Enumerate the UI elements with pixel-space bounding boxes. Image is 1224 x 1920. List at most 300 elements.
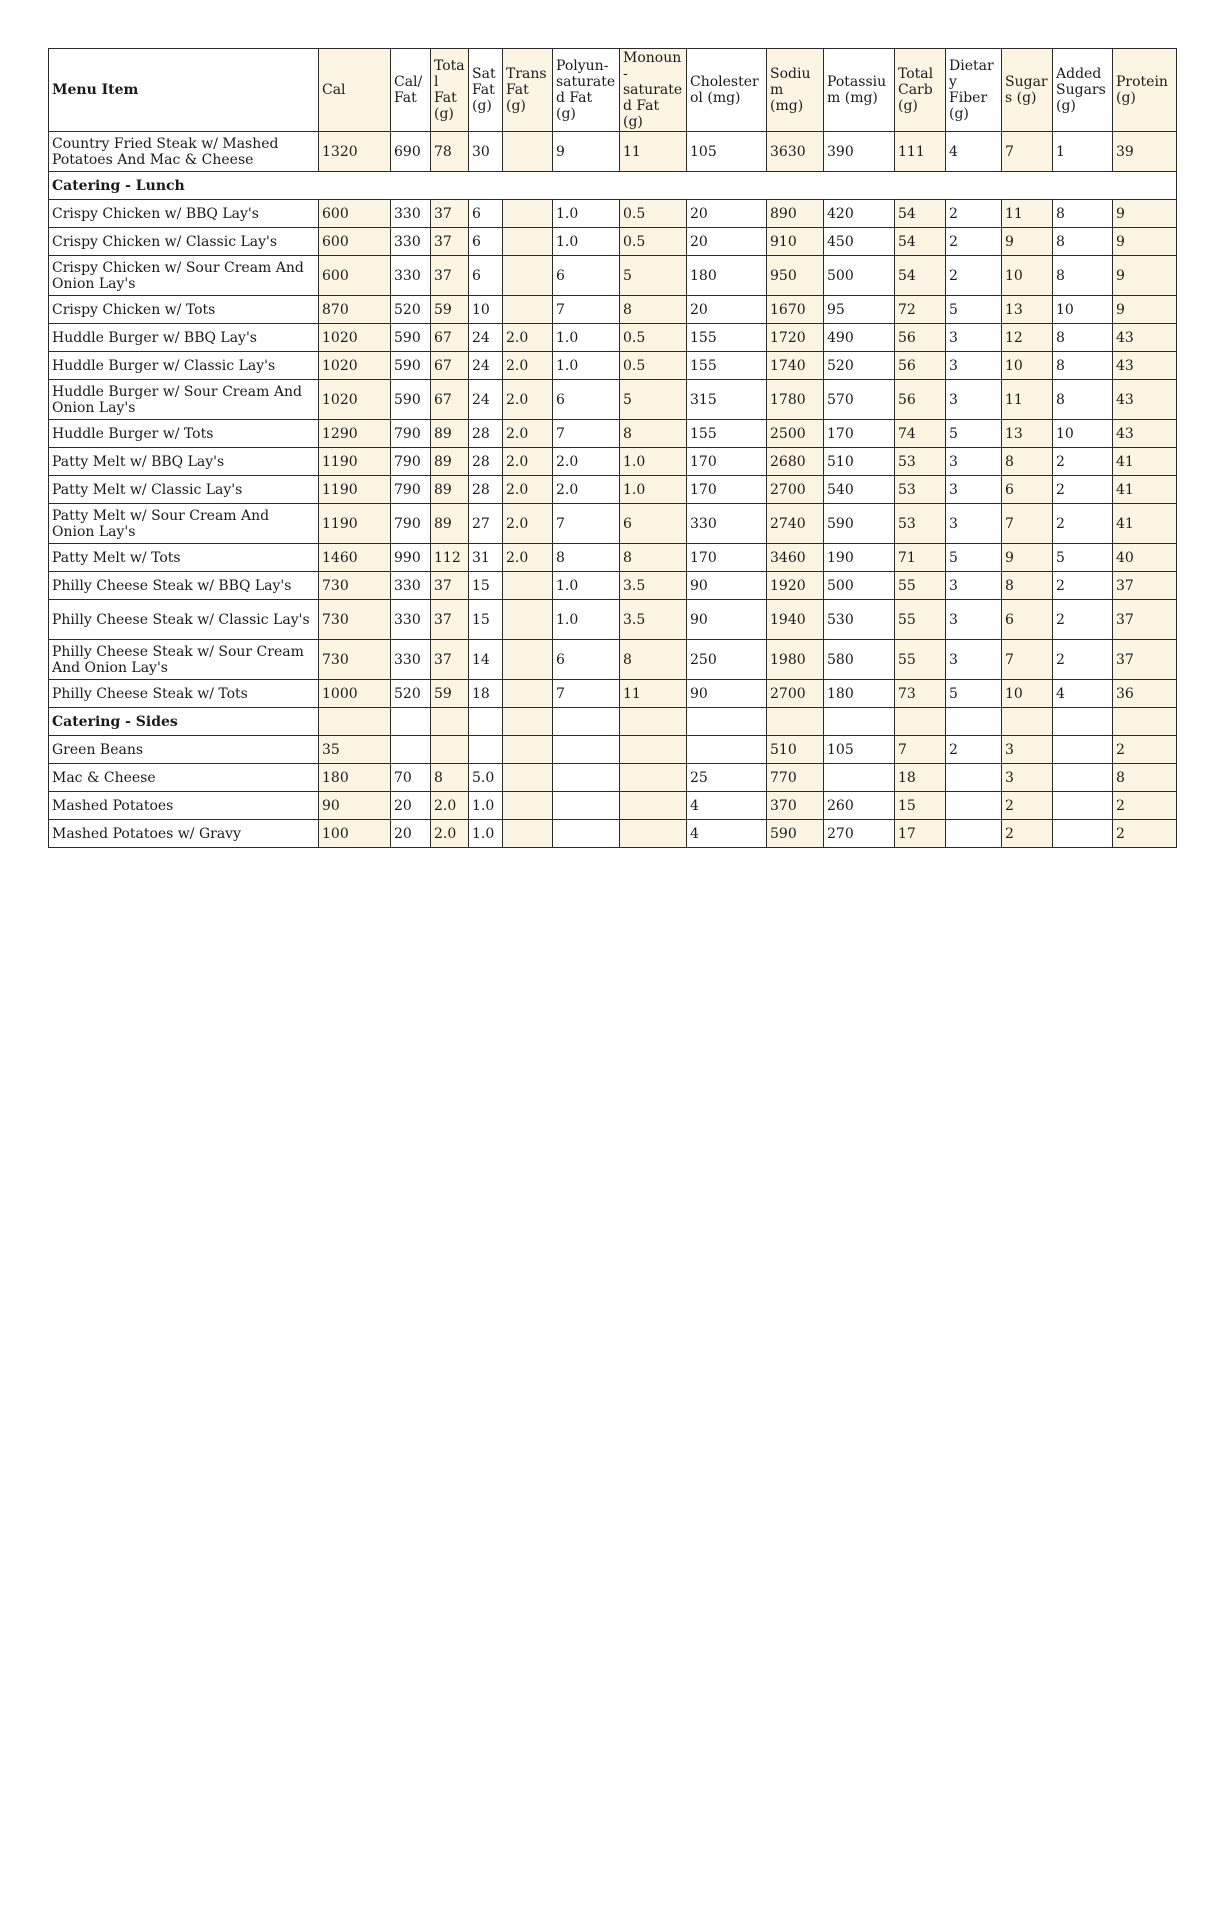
cell-cholesterol: 25 [687,764,767,792]
cell-protein: 37 [1113,572,1177,600]
cell-potassium: 530 [824,600,895,640]
cell-potassium: 590 [824,504,895,544]
cell-sodium: 950 [767,256,824,296]
cell-sugars: 10 [1002,680,1053,708]
section-cell [469,708,503,736]
section-cell [1053,708,1113,736]
cell-cholesterol: 20 [687,228,767,256]
cell-trans-fat [503,200,553,228]
cell-trans-fat [503,820,553,848]
cell-trans-fat [503,680,553,708]
cell-sodium: 2680 [767,448,824,476]
cell-sat-fat: 14 [469,640,503,680]
cell-trans-fat [503,296,553,324]
cell-dietary-fiber: 2 [946,256,1002,296]
cell-cholesterol: 4 [687,792,767,820]
section-cell [503,708,553,736]
cell-sugars: 7 [1002,640,1053,680]
cell-sodium: 1980 [767,640,824,680]
cell-protein: 9 [1113,256,1177,296]
menu-item-name: Country Fried Steak w/ Mashed Potatoes And Mac & Cheese [49,132,319,172]
cell-sat-fat: 24 [469,380,503,420]
cell-polyunsaturated-fat: 6 [553,256,620,296]
cell-cal: 600 [319,256,391,296]
table-row [49,476,1177,504]
cell-trans-fat [503,228,553,256]
table-row [49,380,1177,420]
cell-total-carb: 53 [895,504,946,544]
cell-added-sugars [1053,736,1113,764]
cell-dietary-fiber: 5 [946,420,1002,448]
cell-sat-fat: 6 [469,256,503,296]
cell-total-carb: 54 [895,228,946,256]
table-row [49,680,1177,708]
cell-sat-fat: 30 [469,132,503,172]
menu-item-name: Patty Melt w/ Tots [49,544,319,572]
cell-dietary-fiber: 5 [946,544,1002,572]
cell-cal-fat [391,736,431,764]
cell-total-fat: 67 [431,352,469,380]
cell-potassium: 540 [824,476,895,504]
cell-dietary-fiber: 5 [946,296,1002,324]
cell-cal: 730 [319,600,391,640]
cell-dietary-fiber: 4 [946,132,1002,172]
cell-sodium: 2740 [767,504,824,544]
cell-dietary-fiber [946,792,1002,820]
cell-added-sugars: 2 [1053,600,1113,640]
cell-cal: 870 [319,296,391,324]
cell-potassium: 390 [824,132,895,172]
cell-polyunsaturated-fat: 1.0 [553,228,620,256]
cell-polyunsaturated-fat: 1.0 [553,572,620,600]
cell-trans-fat [503,764,553,792]
table-row [49,600,1177,640]
cell-total-fat [431,736,469,764]
menu-item-name: Huddle Burger w/ Tots [49,420,319,448]
cell-potassium: 580 [824,640,895,680]
cell-cal: 1020 [319,380,391,420]
cell-cal-fat: 790 [391,420,431,448]
cell-protein: 2 [1113,820,1177,848]
cell-dietary-fiber [946,764,1002,792]
cell-dietary-fiber: 3 [946,380,1002,420]
cell-added-sugars [1053,792,1113,820]
table-row [49,640,1177,680]
cell-polyunsaturated-fat: 1.0 [553,352,620,380]
cell-protein: 41 [1113,504,1177,544]
cell-monounsaturated-fat: 0.5 [620,352,687,380]
cell-cal-fat: 520 [391,680,431,708]
cell-potassium: 500 [824,572,895,600]
cell-potassium: 270 [824,820,895,848]
cell-polyunsaturated-fat: 1.0 [553,600,620,640]
table-row [49,448,1177,476]
cell-dietary-fiber [946,820,1002,848]
cell-cal-fat: 20 [391,820,431,848]
cell-total-fat: 89 [431,476,469,504]
cell-total-fat: 37 [431,640,469,680]
cell-cholesterol: 170 [687,448,767,476]
cell-polyunsaturated-fat: 1.0 [553,200,620,228]
cell-trans-fat [503,736,553,764]
cell-sugars: 13 [1002,420,1053,448]
cell-sat-fat: 31 [469,544,503,572]
cell-cal-fat: 590 [391,324,431,352]
cell-sat-fat: 24 [469,352,503,380]
cell-added-sugars: 8 [1053,352,1113,380]
cell-sodium: 2500 [767,420,824,448]
cell-sat-fat: 18 [469,680,503,708]
cell-monounsaturated-fat: 5 [620,380,687,420]
cell-potassium [824,764,895,792]
cell-cal-fat: 790 [391,448,431,476]
menu-item-name: Huddle Burger w/ BBQ Lay's [49,324,319,352]
cell-sugars: 10 [1002,256,1053,296]
cell-potassium: 500 [824,256,895,296]
cell-monounsaturated-fat: 5 [620,256,687,296]
cell-added-sugars: 10 [1053,420,1113,448]
cell-cal-fat: 520 [391,296,431,324]
cell-total-fat: 2.0 [431,792,469,820]
cell-trans-fat [503,572,553,600]
section-cell [431,708,469,736]
cell-total-fat: 112 [431,544,469,572]
table-row [49,200,1177,228]
cell-added-sugars: 8 [1053,200,1113,228]
cell-sat-fat: 28 [469,420,503,448]
menu-item-name: Crispy Chicken w/ Classic Lay's [49,228,319,256]
table-row [49,820,1177,848]
cell-protein: 41 [1113,448,1177,476]
menu-item-name: Mashed Potatoes w/ Gravy [49,820,319,848]
menu-item-name: Crispy Chicken w/ BBQ Lay's [49,200,319,228]
cell-cholesterol: 90 [687,600,767,640]
cell-dietary-fiber: 3 [946,640,1002,680]
cell-sodium: 890 [767,200,824,228]
cell-sat-fat: 15 [469,572,503,600]
cell-total-carb: 55 [895,600,946,640]
cell-monounsaturated-fat: 11 [620,132,687,172]
cell-dietary-fiber: 3 [946,476,1002,504]
cell-monounsaturated-fat: 1.0 [620,448,687,476]
cell-potassium: 490 [824,324,895,352]
cell-sugars: 9 [1002,228,1053,256]
cell-added-sugars: 1 [1053,132,1113,172]
cell-cal: 1290 [319,420,391,448]
menu-item-name: Crispy Chicken w/ Sour Cream And Onion Lay's [49,256,319,296]
menu-item-name: Patty Melt w/ Classic Lay's [49,476,319,504]
section-cell [319,708,391,736]
cell-protein: 43 [1113,352,1177,380]
cell-total-carb: 54 [895,256,946,296]
section-cell [687,708,767,736]
cell-protein: 9 [1113,296,1177,324]
cell-potassium: 170 [824,420,895,448]
cell-cholesterol [687,736,767,764]
cell-total-carb: 111 [895,132,946,172]
cell-sodium: 770 [767,764,824,792]
column-header-cholesterol: Cholesterol (mg) [687,49,767,132]
cell-protein: 40 [1113,544,1177,572]
cell-cal: 35 [319,736,391,764]
cell-cholesterol: 20 [687,200,767,228]
nutrition-table [48,48,1177,848]
cell-total-fat: 67 [431,380,469,420]
section-cell [895,708,946,736]
cell-sat-fat: 27 [469,504,503,544]
cell-total-carb: 73 [895,680,946,708]
column-header-sugars: Sugars (g) [1002,49,1053,132]
cell-dietary-fiber: 3 [946,324,1002,352]
cell-cal: 730 [319,640,391,680]
cell-dietary-fiber: 3 [946,504,1002,544]
cell-sugars: 6 [1002,600,1053,640]
cell-cholesterol: 155 [687,420,767,448]
cell-trans-fat: 2.0 [503,324,553,352]
table-header [49,49,1177,132]
column-header-trans-fat: Trans Fat (g) [503,49,553,132]
cell-cal: 600 [319,200,391,228]
column-header-menu-item: Menu Item [49,49,319,132]
cell-monounsaturated-fat: 6 [620,504,687,544]
cell-sodium: 2700 [767,476,824,504]
section-cell [767,708,824,736]
cell-total-fat: 37 [431,200,469,228]
cell-added-sugars: 2 [1053,504,1113,544]
cell-trans-fat [503,600,553,640]
cell-sodium: 1740 [767,352,824,380]
menu-item-name: Huddle Burger w/ Classic Lay's [49,352,319,380]
cell-polyunsaturated-fat: 7 [553,296,620,324]
cell-monounsaturated-fat: 0.5 [620,200,687,228]
cell-total-carb: 53 [895,448,946,476]
cell-monounsaturated-fat: 8 [620,640,687,680]
menu-item-name: Philly Cheese Steak w/ Sour Cream And Onion Lay's [49,640,319,680]
cell-cholesterol: 4 [687,820,767,848]
cell-total-carb: 74 [895,420,946,448]
cell-total-carb: 54 [895,200,946,228]
table-body [49,132,1177,848]
cell-protein: 36 [1113,680,1177,708]
section-cell [946,708,1002,736]
cell-cholesterol: 250 [687,640,767,680]
cell-cholesterol: 20 [687,296,767,324]
table-row [49,544,1177,572]
column-header-total-carb: Total Carb (g) [895,49,946,132]
cell-total-fat: 89 [431,504,469,544]
table-row [49,792,1177,820]
cell-total-carb: 55 [895,572,946,600]
table-row [49,764,1177,792]
cell-sugars: 12 [1002,324,1053,352]
header-row [49,49,1177,132]
cell-added-sugars: 2 [1053,640,1113,680]
cell-polyunsaturated-fat: 6 [553,640,620,680]
cell-cal-fat: 590 [391,352,431,380]
cell-monounsaturated-fat: 0.5 [620,324,687,352]
cell-sat-fat: 15 [469,600,503,640]
cell-trans-fat [503,640,553,680]
cell-protein: 43 [1113,380,1177,420]
column-header-potassium: Potassium (mg) [824,49,895,132]
section-cell [1002,708,1053,736]
cell-total-fat: 89 [431,420,469,448]
cell-cal: 1460 [319,544,391,572]
cell-added-sugars: 2 [1053,448,1113,476]
menu-item-name: Mashed Potatoes [49,792,319,820]
cell-cal-fat: 70 [391,764,431,792]
cell-dietary-fiber: 5 [946,680,1002,708]
cell-cal: 730 [319,572,391,600]
column-header-cal: Cal [319,49,391,132]
cell-sugars: 7 [1002,132,1053,172]
cell-monounsaturated-fat [620,820,687,848]
cell-sugars: 7 [1002,504,1053,544]
cell-protein: 37 [1113,640,1177,680]
cell-sat-fat: 6 [469,200,503,228]
cell-monounsaturated-fat: 8 [620,296,687,324]
cell-protein: 2 [1113,736,1177,764]
cell-cholesterol: 155 [687,352,767,380]
cell-sat-fat: 6 [469,228,503,256]
cell-trans-fat [503,792,553,820]
cell-cholesterol: 105 [687,132,767,172]
cell-trans-fat [503,256,553,296]
cell-monounsaturated-fat: 8 [620,420,687,448]
cell-sodium: 1670 [767,296,824,324]
table-row [49,324,1177,352]
cell-total-fat: 37 [431,600,469,640]
section-label: Catering - Sides [49,708,319,736]
cell-cholesterol: 90 [687,680,767,708]
cell-added-sugars: 8 [1053,228,1113,256]
cell-protein: 8 [1113,764,1177,792]
cell-cholesterol: 180 [687,256,767,296]
cell-total-carb: 56 [895,324,946,352]
cell-cal-fat: 330 [391,256,431,296]
cell-sugars: 6 [1002,476,1053,504]
menu-item-name: Patty Melt w/ Sour Cream And Onion Lay's [49,504,319,544]
cell-polyunsaturated-fat: 6 [553,380,620,420]
cell-cal: 600 [319,228,391,256]
section-row [49,172,1177,200]
cell-total-carb: 56 [895,352,946,380]
cell-total-carb: 71 [895,544,946,572]
cell-cal-fat: 330 [391,572,431,600]
cell-monounsaturated-fat: 8 [620,544,687,572]
cell-sugars: 2 [1002,820,1053,848]
cell-cal-fat: 330 [391,200,431,228]
cell-cal: 90 [319,792,391,820]
table-row [49,296,1177,324]
cell-polyunsaturated-fat [553,764,620,792]
cell-protein: 43 [1113,324,1177,352]
section-cell [1113,708,1177,736]
cell-cholesterol: 170 [687,476,767,504]
cell-total-carb: 56 [895,380,946,420]
cell-trans-fat: 2.0 [503,476,553,504]
cell-total-carb: 72 [895,296,946,324]
cell-sugars: 11 [1002,200,1053,228]
cell-added-sugars: 8 [1053,380,1113,420]
cell-dietary-fiber: 2 [946,736,1002,764]
cell-protein: 37 [1113,600,1177,640]
cell-cal-fat: 590 [391,380,431,420]
table-row [49,228,1177,256]
cell-potassium: 520 [824,352,895,380]
cell-sugars: 2 [1002,792,1053,820]
column-header-protein: Protein (g) [1113,49,1177,132]
cell-cal: 100 [319,820,391,848]
cell-added-sugars: 4 [1053,680,1113,708]
cell-added-sugars: 2 [1053,572,1113,600]
cell-potassium: 510 [824,448,895,476]
cell-added-sugars [1053,820,1113,848]
cell-added-sugars: 2 [1053,476,1113,504]
cell-total-carb: 55 [895,640,946,680]
cell-sugars: 9 [1002,544,1053,572]
column-header-dietary-fiber: Dietary Fiber (g) [946,49,1002,132]
cell-protein: 9 [1113,200,1177,228]
cell-added-sugars: 5 [1053,544,1113,572]
cell-sodium: 370 [767,792,824,820]
cell-sugars: 8 [1002,572,1053,600]
section-cell [824,708,895,736]
table-row [49,256,1177,296]
cell-cal: 1190 [319,448,391,476]
cell-trans-fat: 2.0 [503,380,553,420]
menu-item-name: Crispy Chicken w/ Tots [49,296,319,324]
cell-potassium: 190 [824,544,895,572]
cell-total-fat: 37 [431,228,469,256]
cell-sodium: 2700 [767,680,824,708]
cell-polyunsaturated-fat: 2.0 [553,448,620,476]
cell-sat-fat: 1.0 [469,820,503,848]
cell-protein: 2 [1113,792,1177,820]
cell-sodium: 590 [767,820,824,848]
cell-total-fat: 89 [431,448,469,476]
menu-item-name: Philly Cheese Steak w/ BBQ Lay's [49,572,319,600]
cell-cal-fat: 330 [391,640,431,680]
column-header-cal-fat: Cal/ Fat [391,49,431,132]
cell-trans-fat: 2.0 [503,352,553,380]
cell-sugars: 8 [1002,448,1053,476]
cell-total-carb: 17 [895,820,946,848]
cell-protein: 41 [1113,476,1177,504]
cell-sodium: 1720 [767,324,824,352]
cell-total-fat: 2.0 [431,820,469,848]
column-header-sat-fat: Sat Fat (g) [469,49,503,132]
cell-cal-fat: 990 [391,544,431,572]
cell-monounsaturated-fat: 3.5 [620,572,687,600]
cell-total-fat: 59 [431,680,469,708]
cell-cal-fat: 20 [391,792,431,820]
cell-sodium: 1780 [767,380,824,420]
cell-potassium: 420 [824,200,895,228]
cell-polyunsaturated-fat [553,792,620,820]
cell-total-carb: 7 [895,736,946,764]
cell-sugars: 10 [1002,352,1053,380]
cell-total-fat: 78 [431,132,469,172]
menu-item-name: Patty Melt w/ BBQ Lay's [49,448,319,476]
section-cell [391,708,431,736]
table-row [49,132,1177,172]
cell-monounsaturated-fat [620,792,687,820]
cell-total-carb: 18 [895,764,946,792]
menu-item-name: Philly Cheese Steak w/ Classic Lay's [49,600,319,640]
table-row [49,504,1177,544]
column-header-polyunsaturated-fat: Polyun-saturated Fat (g) [553,49,620,132]
